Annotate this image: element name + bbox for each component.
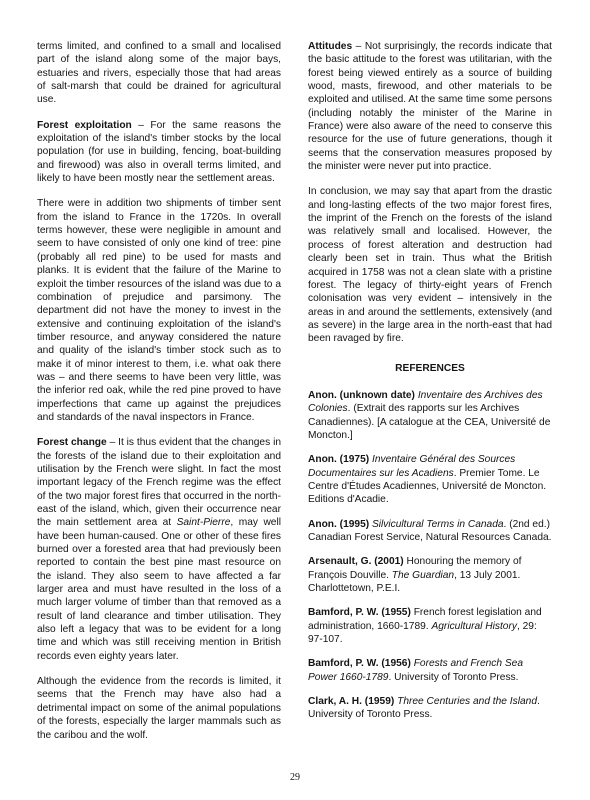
reference-author: Bamford, P. W. (1956) [308, 658, 411, 670]
reference-details: , 13 July 2001. Charlottetown, P.E.I. [308, 569, 521, 595]
paragraph-conclusion: In conclusion, we may say that apart from the drastic and long-lasting effects of the two major forest fires, the imprint of the French on the forests of the island was relatively small and localised. However, the process of forest alteration and destruction had clearly been set in train. Thus what the British acquired in 1758 was not a clean slate with a pristine forest. The legacy of thirty-eight years of French colonisation was very evident – intensively in the areas in and around the settlements, extensively (and as severe) in the large area in the north-east that had been ravaged by fire. [308, 186, 552, 345]
paragraph-forest-change: Forest change – It is thus evident that the changes in the forests of the island due to their exploitation and utilisation by the French were slight. In fact the most important legacy of the French regime was the effect of the two major forest fires that occurred in the north-east of the island, which, given their occurrence near the main settlement area at Saint-Pierre, may well have been human-caused. One or other of these fires burned over a forested area that had previously been reported to contain the best pine mast resource on the island. They also seem to have affected a far larger area and must have resulted in the loss of a much larger volume of timber than that removed as a result of land clearance and timber utilisation. They also left a legacy that was to be evident for a long time and which was still receiving mention in British records even eighty years later. [37, 437, 282, 662]
attitudes-text: Not surprisingly, the records indicate that the basic attitude to the forest was utilitarian, with the forest being viewed entirely as a source of building wood, masts, firewood, and other materials to be exploited and utilised. At the same time some persons (including notably the minister of the Marine in France) were also aware of the need to conserve this resource for the use of future generations, though it seems that the conservation measures proposed by the minister were never put into practice. [308, 41, 553, 173]
reference-details: . University of Toronto Press. [308, 696, 540, 721]
paragraph-timber-shipments: There were in addition two shipments of timber sent from the island to France in the 1720s. In overall terms however, these were negligible in amount and seem to have consisted of only one kind of tree: pine (probably all red pine) to be used for masts and planks. It is evident that the failure of the Marine to exploit the timber resources of the island was due to a combination of prejudice and parsimony. The department did not have the money to invest in the extensive and continuing exploitation of the island's timber resource, and anyway considered the nature and quality of the island's timber stock such as to make it of minor interest to them, i.e. what oak there was – and there seems to have been very little, was the inferior red oak, while the red pine proved to have imperfections that came up against the prejudices and standards of the naval inspectors in France. [37, 198, 281, 423]
paragraph-forest-exploitation: Forest exploitation – For the same reasons the exploitation of the island's timber stocks by the local population (for use in building, fencing, boat-building and firewood) was also in overall terms limited, and likely to have been mostly near the settlement areas. [37, 119, 281, 185]
reference-details: . (2nd ed.) Canadian Forest Service, Natural Resources Canada. [308, 518, 552, 543]
reference-details: . University of Toronto Press. [388, 671, 519, 683]
heading-forest-exploitation: Forest exploitation [37, 119, 132, 131]
reference-author: Arsenault, G. (2001) [308, 556, 404, 568]
reference-details: , 29: 97-107. [308, 620, 537, 646]
reference-item [308, 518, 552, 545]
paragraph-animal-populations: Although the evidence from the records is limited, it seems that the French may have also had a detrimental impact on some of the animal populations of the forests, especially the larger mammals such as the caribou and the wolf. [37, 676, 281, 741]
reference-author: Anon. (1975) [308, 454, 370, 466]
reference-item [308, 606, 552, 646]
place-name: Saint-Pierre [176, 517, 231, 529]
reference-author: Clark, A. H. (1959) [308, 696, 395, 708]
paragraph-agriculture: terms limited, and confined to a small and localised part of the island along some of the major bays, estuaries and rivers, especially those that had areas of salt-marsh that could be drained for agricultural use. [37, 41, 281, 106]
reference-title: Forests and French Sea Power 1660-1789 [308, 658, 523, 683]
paragraph-attitudes: Attitudes – Not surprisingly, the records indicate that the basic attitude to the forest was utilitarian, with the forest being viewed entirely as a source of building wood, masts, firewood, and other materials to be exploited and utilised. At the same time some persons (including notably the minister of the Marine in France) were also aware of the need to conserve this resource for the use of future generations, though it seems that the conservation measures proposed by the minister were never put into practice. [308, 41, 553, 173]
reference-author: Bamford, P. W. (1955) [308, 607, 411, 619]
forest-change-text-b: , may well have been human-caused. One or other of these fires burned over a forested area that had previously been reported to contain the best pine mast resource on the island. They also seem to have affected a far larger area and must have resulted in the loss of a much larger volume of timber than that removed as a result of land clearance and timber utilisation. They also left a legacy that was to be evident for a long time and which was still receiving mention in British records even eighty years later. [37, 517, 281, 662]
reference-author: Anon. (unknown date) [308, 389, 415, 401]
forest-change-text-a: It is thus evident that the changes in the forests of the island due to their exploitation and utilisation by the French were slight. In fact the most important legacy of the French regime was the effect of the two major forest fires that occurred in the north-east of the island, which, given their occurrence near the main settlement area at [37, 437, 282, 529]
reference-item [308, 695, 552, 722]
reference-title: Silvicultural Terms in Canada [371, 518, 504, 530]
reference-article: French forest legislation and administration, 1660-1789. [308, 607, 542, 632]
heading-attitudes: Attitudes [308, 41, 353, 52]
references-heading: REFERENCES [395, 362, 465, 374]
left-column [37, 40, 281, 754]
reference-article: Honouring the memory of François Douville. [308, 556, 522, 581]
reference-title: Inventaire des Archives des Colonies [308, 389, 543, 415]
reference-author: Anon. (1995) [308, 518, 370, 530]
reference-item [308, 657, 552, 684]
reference-item [308, 453, 552, 506]
reference-title: Inventaire Général des Sources Documentaires sur les Acadiens [308, 454, 516, 479]
heading-forest-change: Forest change [37, 437, 107, 449]
reference-title: Agricultural History [431, 620, 517, 632]
reference-item [308, 555, 552, 595]
reference-item [308, 389, 552, 442]
page-number: 29 [290, 772, 300, 783]
reference-title: The Guardian [391, 569, 455, 581]
reference-details: . (Extrait des rapports sur les Archives Canadiennes). [A catalogue at the CEA, Université de Moncton.] [308, 403, 551, 441]
reference-title: Three Centuries and the Island [397, 696, 537, 708]
right-column [308, 40, 552, 733]
forest-exploitation-text: For the same reasons the exploitation of the island's timber stocks by the local population (for use in building, fencing, boat-building and firewood) was also in overall terms limited, and likely to have been mostly near the settlement areas. [37, 119, 281, 185]
reference-details: . Premier Tome. Le Centre d'Études Acadiennes, Université de Moncton. Editions d'Acadie. [308, 467, 547, 506]
